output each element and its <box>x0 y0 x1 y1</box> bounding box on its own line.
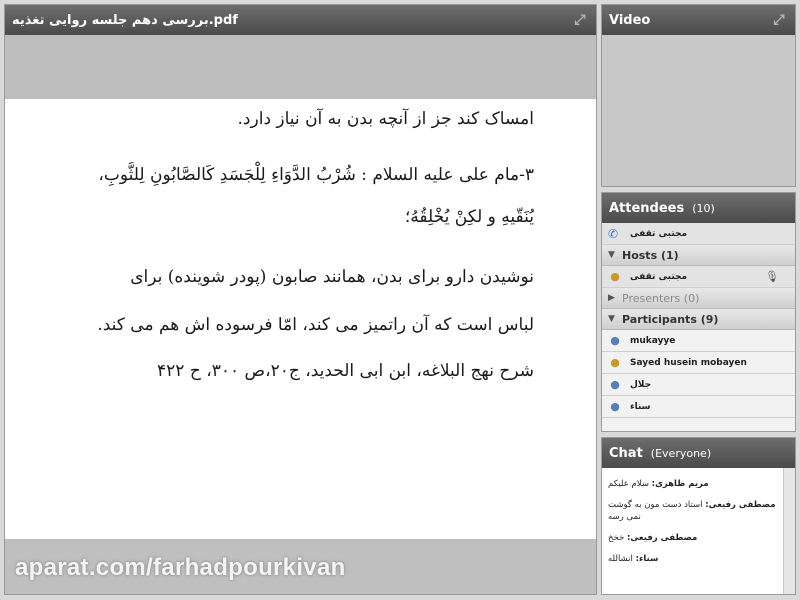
chat-messages <box>602 468 795 595</box>
hosts-section-header[interactable]: ▼ Hosts (1) <box>602 245 795 266</box>
participant-person-icon: ● <box>610 378 620 391</box>
expand-icon[interactable]: ⤢ <box>574 12 586 28</box>
current-user-row[interactable] <box>602 223 795 245</box>
participant-row[interactable]: ● Sayed husein mobayen <box>602 352 795 374</box>
chat-message: مصطفی رفیعی: استاد دست مون به گوشت نمی رسه <box>608 500 776 522</box>
chat-message: مصطفی رفیعی: خخخ <box>608 533 698 543</box>
video-pod <box>601 4 796 187</box>
microphone-icon[interactable]: 🎙 <box>765 270 779 283</box>
document-line: امساک کند جز از آنچه بدن به آن نیاز دارد. <box>237 109 534 129</box>
chat-pod-header <box>602 438 795 468</box>
current-user-name: مجتبی تقفی <box>630 228 688 239</box>
chat-pod <box>601 437 796 595</box>
participant-row[interactable]: ● سناء <box>602 396 795 418</box>
attendees-pod <box>601 192 796 432</box>
triangle-down-icon: ▼ <box>608 314 615 324</box>
attendees-pod-header <box>602 193 795 223</box>
video-pod-header <box>602 5 795 35</box>
attendees-title: Attendees <box>609 200 685 216</box>
watermark: aparat.com/farhadpourkivan <box>15 554 346 581</box>
chat-scrollbar[interactable] <box>783 468 795 595</box>
chat-message: سناء: انشالله <box>608 554 659 564</box>
host-person-icon: ● <box>610 270 620 283</box>
expand-icon[interactable]: ⤢ <box>773 12 785 28</box>
participant-person-icon: ● <box>610 356 620 369</box>
document-line: لباس است که آن راتمیز می کند، امّا فرسوده اش هم می کند. <box>97 315 534 335</box>
host-name: مجتبی تقفی <box>630 271 688 282</box>
chat-scope[interactable]: (Everyone) <box>650 446 712 460</box>
participants-section-header[interactable]: ▼ Participants (9) <box>602 309 795 330</box>
host-row[interactable] <box>602 266 795 288</box>
document-page <box>5 99 596 539</box>
document-pod-header <box>5 5 596 35</box>
video-title: Video <box>609 12 651 28</box>
document-line: ۳-مام علی علیه السلام : شُرْبُ الدَّوَاءِ لِلْجَسَدِ كَالصَّابُونِ لِلثَّوبِ، <box>98 165 534 185</box>
presenters-section-header[interactable]: ▶ Presenters (0) <box>602 288 795 309</box>
participant-person-icon: ● <box>610 400 620 413</box>
document-line: شرح نهج البلاغه، ابن ابی الحدید، ج۲۰،ص ۳۰۰، ح ۴۲۲ <box>157 361 534 381</box>
participant-row[interactable]: ● mukayye <box>602 330 795 352</box>
document-title: بررسی دهم جلسه روایی تغذیه.pdf <box>12 12 238 28</box>
chat-title: Chat <box>609 445 643 461</box>
triangle-right-icon: ▶ <box>608 293 615 303</box>
video-area <box>602 35 795 187</box>
document-top-margin <box>5 35 596 99</box>
document-line: نوشیدن دارو برای بدن، همانند صابون (پودر شوینده) برای <box>130 267 534 287</box>
document-pod <box>4 4 597 595</box>
triangle-down-icon: ▼ <box>608 250 615 260</box>
participant-row[interactable]: ● جلال <box>602 374 795 396</box>
attendees-count: (10) <box>692 201 715 215</box>
chat-message: مریم طاهری: سلام علیکم <box>608 479 709 489</box>
phone-icon[interactable]: ✆ <box>608 226 619 241</box>
document-line: يُنَقّيهِ و لكِنْ يُخْلِقُهُ؛ <box>404 207 534 227</box>
participant-person-icon: ● <box>610 334 620 347</box>
